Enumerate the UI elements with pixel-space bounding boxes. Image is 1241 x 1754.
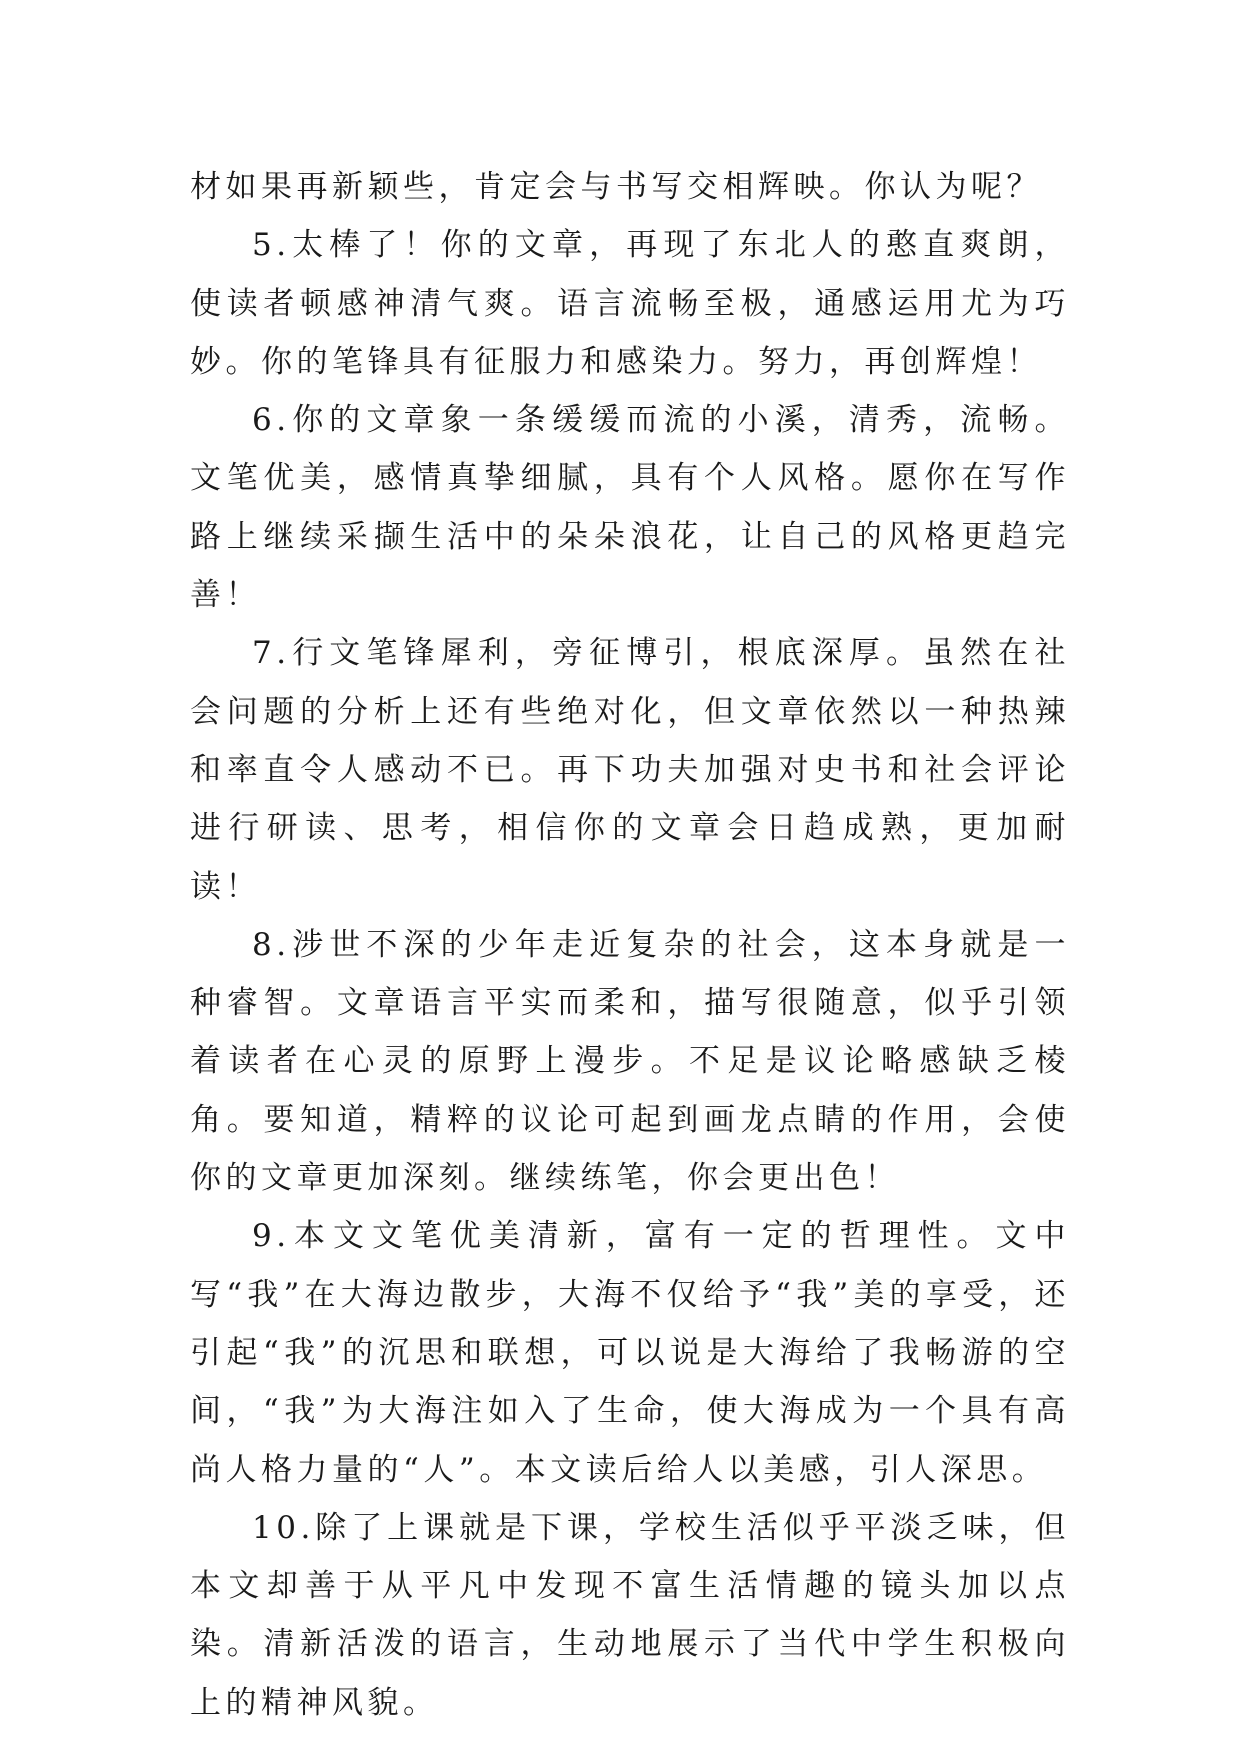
paragraph-comment-8: 8.涉世不深的少年走近复杂的社会，这本身就是一种睿智。文章语言平实而柔和，描写很随意，似乎引领着读者在心灵的原野上漫步。不足是议论略感缺乏棱角。要知道，精粹的议论可起到画龙点睛的作用，会使你的文章更加深刻。继续练笔，你会更出色！	[190, 926, 1070, 1197]
document-page	[190, 158, 1070, 1732]
paragraph-comment-9: 9.本文文笔优美清新，富有一定的哲理性。文中写“我”在大海边散步，大海不仅给予“我”美的享受，还引起“我”的沉思和联想，可以说是大海给了我畅游的空间，“我”为大海注如入了生命，使大海成为一个具有高尚人格力量的“人”。本文读后给人以美感，引人深思。	[190, 1218, 1070, 1488]
paragraph-comment-7: 7.行文笔锋犀利，旁征博引，根底深厚。虽然在社会问题的分析上还有些绝对化，但文章依然以一种热辣和率直令人感动不已。再下功夫加强对史书和社会评论进行研读、思考，相信你的文章会日趋成熟，更加耐读！	[190, 635, 1070, 905]
paragraph-comment-6: 6.你的文章象一条缓缓而流的小溪，清秀，流畅。文笔优美，感情真挚细腻，具有个人风格。愿你在写作路上继续采撷生活中的朵朵浪花，让自己的风格更趋完善！	[190, 402, 1070, 614]
paragraph-comment-5: 5.太棒了！你的文章，再现了东北人的憨直爽朗，使读者顿感神清气爽。语言流畅至极，通感运用尤为巧妙。你的笔锋具有征服力和感染力。努力，再创辉煌！	[190, 227, 1070, 380]
paragraph-comment-10: 10.除了上课就是下课，学校生活似乎平淡乏味，但本文却善于从平凡中发现不富生活情趣的镜头加以点染。清新活泼的语言，生动地展示了当代中学生积极向上的精神风貌。	[190, 1509, 1070, 1721]
paragraph-continuation: 材如果再新颖些，肯定会与书写交相辉映。你认为呢？	[190, 169, 1042, 205]
